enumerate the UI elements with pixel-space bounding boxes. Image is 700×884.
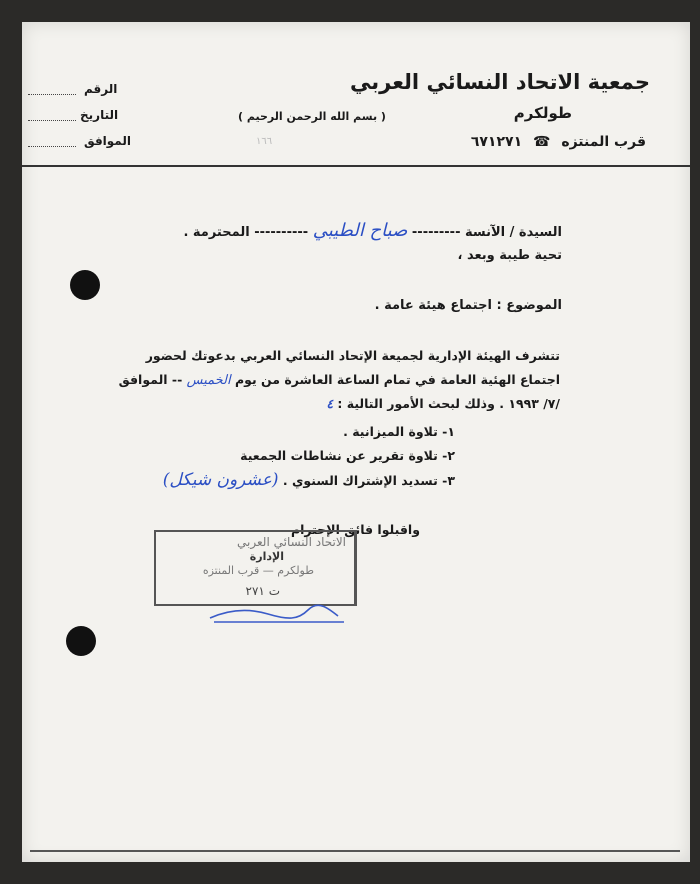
body-line-3 [326,396,560,411]
phone-number: ٦٧١٢٧١ [470,134,523,150]
date-label: التاريخ [80,108,119,122]
fee-handwritten: (عشرون شيكل) [162,470,279,490]
addressee-line: السيدة / الآنسة --------- صباح الطيبي ---------- المحترمة . [183,220,562,241]
closing: واقبلوا فائق الإحترام [290,522,420,537]
basmala: ( بسم الله الرحمن الرحيم ) [238,110,386,123]
org-name: جمعية الاتحاد النسائي العربي [350,70,650,94]
signature [208,604,348,626]
corresponding-label: الموافق [84,134,131,148]
header-divider [22,165,690,167]
body-line-1: تتشرف الهيئة الإدارية لجميعة الإتحاد النسائي العربي بدعوتك لحضور [145,348,560,363]
addressee-prefix: السيدة / الآنسة [465,225,562,240]
greeting: تحية طيبة وبعد ، [457,248,562,263]
punch-hole-bottom [66,626,96,656]
addressee-name-handwritten: صباح الطيبي [312,220,408,241]
footer-line [30,850,680,852]
faint-mark: ١٦٦ [256,136,273,147]
stamp-line-2: الإدارة [249,550,284,563]
body-line-2-a: اجتماع الهئية العامة في تمام الساعة العاشرة من يوم [234,372,560,387]
body-line-3-text: /٧/ ١٩٩٣ . وذلك لبحث الأمور التالية : [337,396,560,411]
corresponding-field [28,146,76,147]
subject: الموضوع : اجتماع هيئة عامة . [374,298,562,313]
document-page [22,22,690,862]
ref-field [28,94,76,95]
stamp-line-3: طولكرم — قرب المنتزه [202,564,314,577]
day-handwritten: الخميس [186,373,231,388]
address-text: قرب المنتزه [561,134,646,150]
agenda-item-1: ١- تلاوة الميزانية . [343,424,455,439]
phone-icon: ☎ [533,134,551,150]
agenda-item-3 [163,470,455,490]
agenda-item-2: ٢- تلاوة تقرير عن نشاطات الجمعية [240,448,455,463]
addressee-suffix: المحترمة . [183,225,250,240]
day-number-handwritten: ٤ [326,396,334,411]
body-line-2-b: -- الموافق [118,372,183,387]
ref-label: الرقم [84,82,118,96]
org-address [471,134,646,150]
org-city: طولكرم [513,104,572,122]
punch-hole-top [70,270,100,300]
date-field [28,120,76,121]
stamp-line-4: ت ٢٧١ [245,584,280,598]
organization-stamp [154,530,357,606]
agenda-item-3-text: ٣- تسديد الإشتراك السنوي . [282,473,455,488]
stamp-line-1: الاتحاد النسائي العربي [237,535,346,549]
body-line-2 [119,372,560,388]
